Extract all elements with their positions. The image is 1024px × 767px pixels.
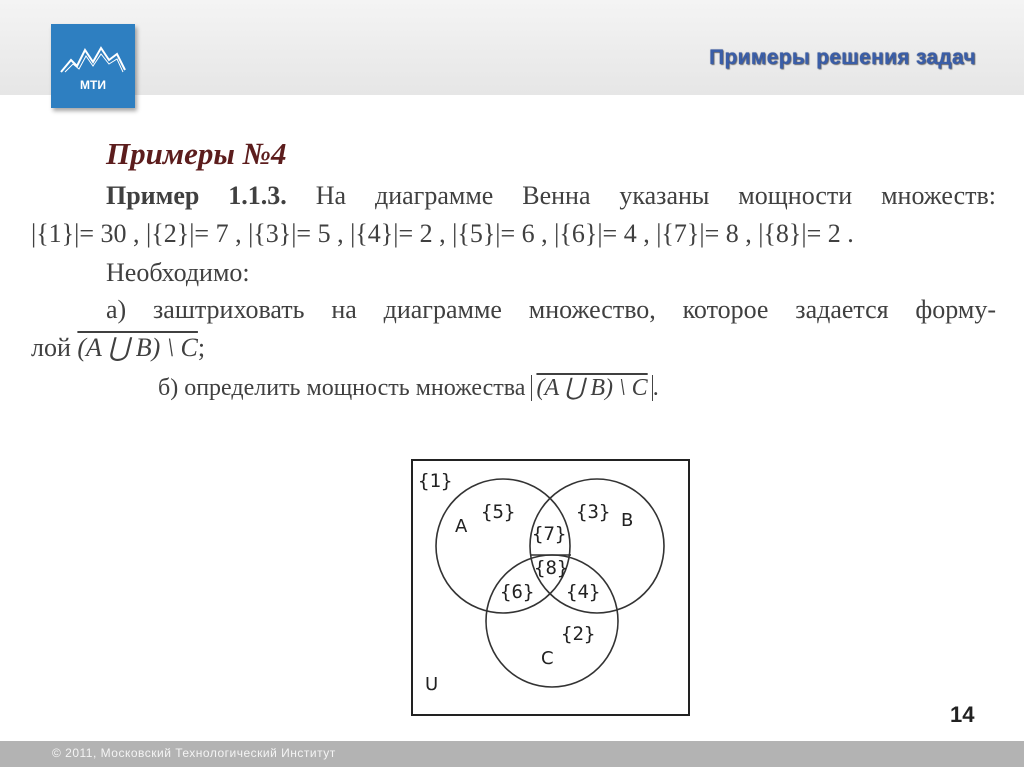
example-label: Пример 1.1.3. xyxy=(106,181,287,210)
task-b-text: б) определить мощность множества xyxy=(158,375,526,401)
formula-overbar: (A ⋃ B) \ C xyxy=(77,333,198,362)
necessary-label: Необходимо: xyxy=(106,258,250,287)
footer-text: © 2011, Московский Технологический Институт xyxy=(52,746,336,760)
example-text: На диаграмме Венна указаны мощности множеств: xyxy=(286,181,997,210)
region-label-5: {5} xyxy=(481,501,516,523)
region-label-1: {1} xyxy=(418,470,453,492)
logo-text: МТИ xyxy=(80,78,106,92)
slide-title: Примеры №4 xyxy=(106,136,287,171)
universe-label: U xyxy=(425,674,439,695)
region-label-4: {4} xyxy=(566,581,601,603)
region-label-7: {7} xyxy=(532,523,567,545)
header-title: Примеры решения задач xyxy=(709,46,976,69)
task-a-end: ; xyxy=(197,333,206,362)
task-a-cont: лой xyxy=(31,333,71,362)
region-label-3: {3} xyxy=(576,501,611,523)
cardinalities-line: |{1}|= 30 , |{2}|= 7 , |{3}|= 5 , |{4}|= 2 , |{5}|= 6 , |{6}|= 4 , |{7}|= 8 , |{8}|= 2 . xyxy=(31,219,854,248)
region-label-6: {6} xyxy=(500,581,535,603)
task-b-end: . xyxy=(652,375,659,401)
footer-bar xyxy=(0,741,1024,767)
formula-abs-inner: (A ⋃ B) \ C xyxy=(536,375,648,401)
set-label-c: C xyxy=(541,648,554,669)
set-label-b: B xyxy=(621,510,634,531)
region-label-8: {8} xyxy=(534,557,569,579)
page-number: 14 xyxy=(950,702,975,727)
set-label-a: A xyxy=(455,516,468,537)
task-a-text: а) заштриховать на диаграмме множество, которое задается форму- xyxy=(106,295,996,324)
region-label-2: {2} xyxy=(561,623,596,645)
